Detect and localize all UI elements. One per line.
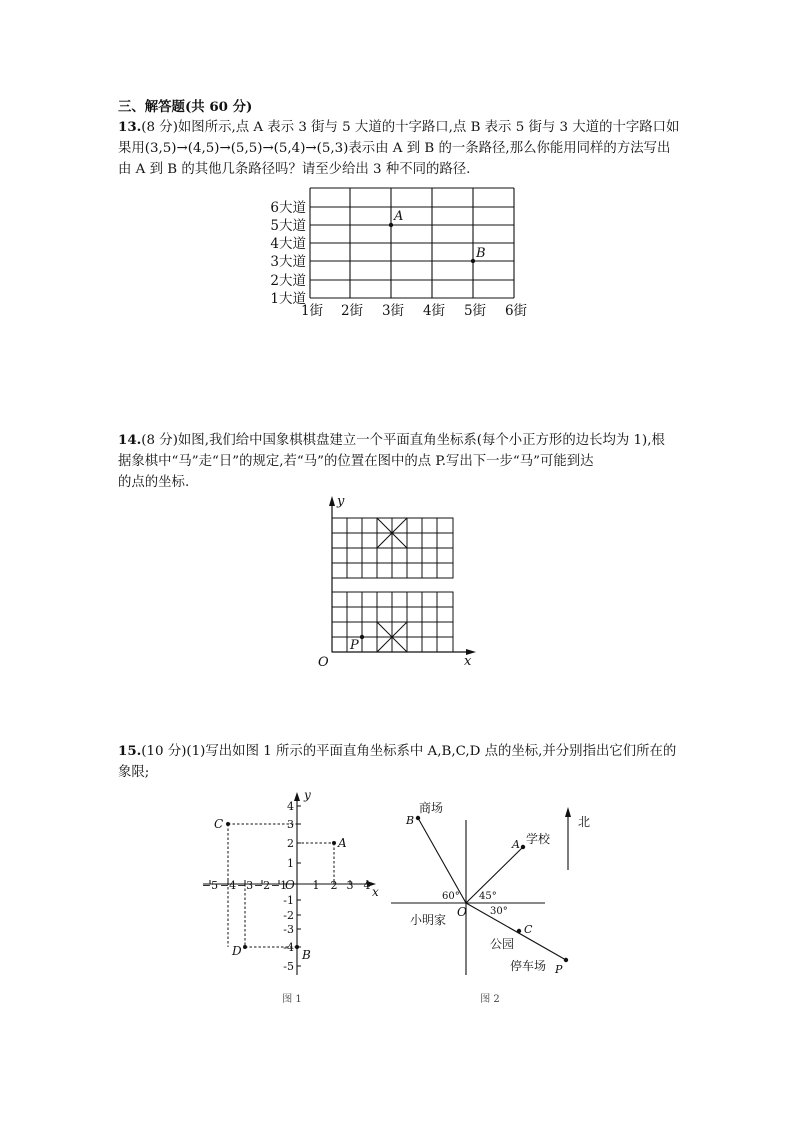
fig2-angle-45: 45° [479,891,497,902]
section-title: 三、解答题(共 60 分) [118,99,253,115]
fig2-label-o: O [457,905,467,919]
fig1-xtick: 3 [346,879,354,892]
fig2-angle-30: 30° [490,906,508,917]
fig2-north-arrow [565,807,571,870]
fig2-label-c: C [524,923,533,936]
street-label: 1街 [300,303,324,319]
q14-text1: (8 分)如图,我们给中国象棋棋盘建立一个平面直角坐标系(每个小正方形的边长均为 1),根 [141,433,665,448]
fig2-north-label: 北 [578,815,591,829]
fig1-xtick: 2 [330,879,338,892]
fig1-ytick: -2 [283,909,294,922]
street-label: 2街 [340,303,364,319]
fig2-label-p: P [555,963,563,976]
fig2-school-label: 学校 [526,832,551,846]
fig1-label-c: C [214,817,224,831]
q14-line2: 据象棋中“马”走“日”的规定,若“马”的位置在图中的点 P.写出下一步“马”可能到达 [118,454,594,469]
fig1-xtick: −1 [270,879,288,892]
chess-x-label: x [464,654,472,669]
avenue-label: 6大道 [270,200,306,216]
fig1-ytick: 2 [287,837,294,850]
q15-line2: 象限; [118,765,150,780]
q13-line2: 果用(3,5)→(4,5)→(5,5)→(5,4)→(5,3)表示由 A 到 B 的一条路径,那么你能用同样的方法写出 [118,141,671,156]
fig1-label-b: B [302,948,311,962]
fig2-home-label: 小明家 [410,913,447,927]
q14-number: 14. [118,432,142,448]
avenue-label: 5大道 [270,218,306,234]
fig1-xtick: −3 [236,879,254,892]
fig1-ytick: 3 [287,818,294,831]
q13-number: 13. [118,119,142,135]
fig1-xtick: 1 [312,879,320,892]
fig1-xtick: −5 [201,879,219,892]
fig2-parking-label: 停车场 [510,959,547,973]
fig1-caption: 图 1 [282,994,302,1005]
avenue-label: 1大道 [270,291,306,307]
fig2-point-b [416,816,420,820]
fig1-xtick: −4 [219,879,237,892]
fig1-xtick: −2 [253,879,271,892]
fig1-y-label: y [304,788,311,802]
fig2-mall-label: 商场 [419,801,444,815]
q13-text1: (8 分)如图所示,点 A 表示 3 街与 5 大道的十字路口,点 B 表示 5 街与 3 大道的十字路口如 [141,120,680,135]
street-label: 6街 [504,303,528,319]
q14-line3: 的点的坐标. [118,475,190,490]
point-b-label: B [476,246,486,261]
point-a-label: A [394,209,404,224]
fig2-label-a: A [512,838,520,851]
avenue-label: 3大道 [270,254,306,270]
street-label: 4街 [422,303,446,319]
fig1-ytick: -3 [283,923,294,936]
fig1-ytick: -5 [283,960,294,973]
fig2-park-label: 公园 [490,937,515,951]
fig1-label-d: D [232,944,242,958]
street-label: 3街 [381,303,405,319]
fig1-ytick: -1 [283,894,294,907]
avenue-label: 2大道 [270,273,306,289]
fig1-ytick: 1 [287,857,294,870]
chess-y-label: y [337,494,345,509]
fig1-ytick: 4 [287,800,294,813]
fig1-label-a: A [338,836,347,850]
fig2-point-p [564,958,568,962]
q15-number: 15. [118,743,142,759]
fig1-origin-label: O [285,878,295,892]
point-p-label: P [350,638,359,653]
fig2-caption: 图 2 [480,994,500,1005]
street-label: 5街 [463,303,487,319]
chess-origin-label: O [318,655,329,670]
fig1-xtick: 4 [363,879,371,892]
fig2-angle-60: 60° [442,891,460,902]
avenue-label: 4大道 [270,236,306,252]
fig1-ytick: -4 [283,941,294,954]
fig2-point-c [517,929,521,933]
fig1-x-label: x [372,885,379,899]
q13-line3: 由 A 到 B 的其他几条路径吗？请至少给出 3 种不同的路径. [118,162,471,177]
fig2-point-a [521,845,525,849]
fig2-label-b: B [406,814,415,827]
q15-text1: (10 分)(1)写出如图 1 所示的平面直角坐标系中 A,B,C,D 点的坐标,并分别指出它们所在的 [141,744,677,759]
